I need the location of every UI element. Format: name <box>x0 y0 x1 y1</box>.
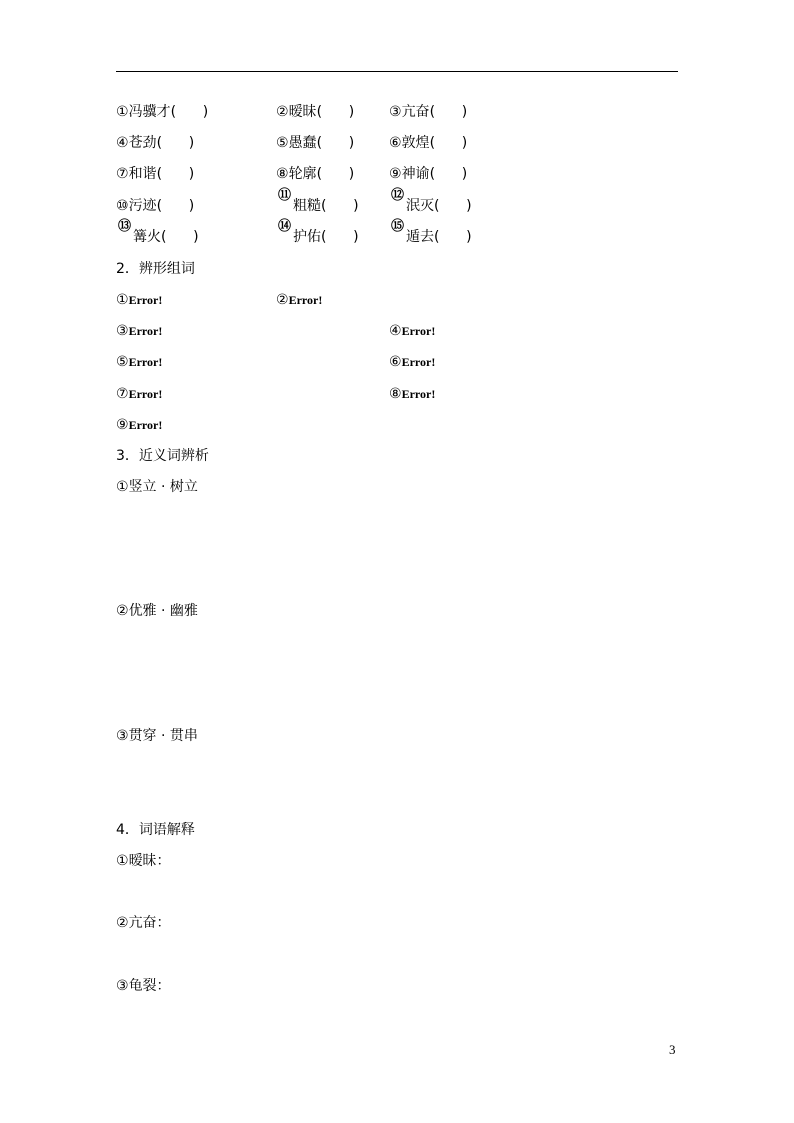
vocab-item-7: ⑦和谐( ) <box>116 166 195 182</box>
form-word-item-1: ①Error! <box>116 292 163 308</box>
vocab-item-2: ②暧昧( ) <box>276 104 355 120</box>
section-3-heading: 3．近义词辨析 <box>116 448 209 464</box>
form-word-item-4: ④Error! <box>389 323 436 339</box>
synonym-item-3: ③贯穿 · 贯串 <box>116 728 198 744</box>
vocab-item-5: ⑤愚蠢( ) <box>276 135 355 151</box>
vocab-item-13: 篝火( ) <box>133 229 199 245</box>
vocab-item-12: 泯灭( ) <box>406 198 472 214</box>
form-word-item-3: ③Error! <box>116 323 163 339</box>
section-2-heading: 2．辨形组词 <box>116 261 195 277</box>
vocab-item-13-number: ⑬ <box>118 219 132 234</box>
vocab-item-4: ④苍劲( ) <box>116 135 195 151</box>
vocab-item-12-number: ⑫ <box>391 188 405 203</box>
definition-item-2: ②亢奋： <box>116 915 171 931</box>
vocab-item-3: ③亢奋( ) <box>389 104 468 120</box>
form-word-item-7: ⑦Error! <box>116 386 163 402</box>
vocab-item-15: 遁去( ) <box>406 229 472 245</box>
vocab-item-11-number: ⑪ <box>278 188 292 203</box>
synonym-item-1: ①竖立 · 树立 <box>116 479 198 495</box>
form-word-item-6: ⑥Error! <box>389 354 436 370</box>
vocab-item-14-number: ⑭ <box>278 219 292 234</box>
section-4-heading: 4．词语解释 <box>116 822 195 838</box>
vocab-item-14: 护佑( ) <box>293 229 359 245</box>
form-word-item-8: ⑧Error! <box>389 386 436 402</box>
vocab-item-9: ⑨神谕( ) <box>389 166 468 182</box>
form-word-item-9: ⑨Error! <box>116 417 163 433</box>
vocab-item-8: ⑧轮廓( ) <box>276 166 355 182</box>
vocab-item-6: ⑥敦煌( ) <box>389 135 468 151</box>
form-word-item-5: ⑤Error! <box>116 354 163 370</box>
page-number: 3 <box>669 1042 676 1057</box>
synonym-item-2: ②优雅 · 幽雅 <box>116 603 198 619</box>
vocab-item-10: ⑩污迹( ) <box>116 198 195 214</box>
definition-item-1: ①暧昧： <box>116 853 171 869</box>
vocab-item-11: 粗糙( ) <box>293 198 359 214</box>
vocab-item-1: ①冯骥才( ) <box>116 104 209 120</box>
form-word-item-2: ②Error! <box>276 292 323 308</box>
header-rule <box>116 71 678 72</box>
vocab-item-15-number: ⑮ <box>391 219 405 234</box>
definition-item-3: ③龟裂： <box>116 978 171 994</box>
